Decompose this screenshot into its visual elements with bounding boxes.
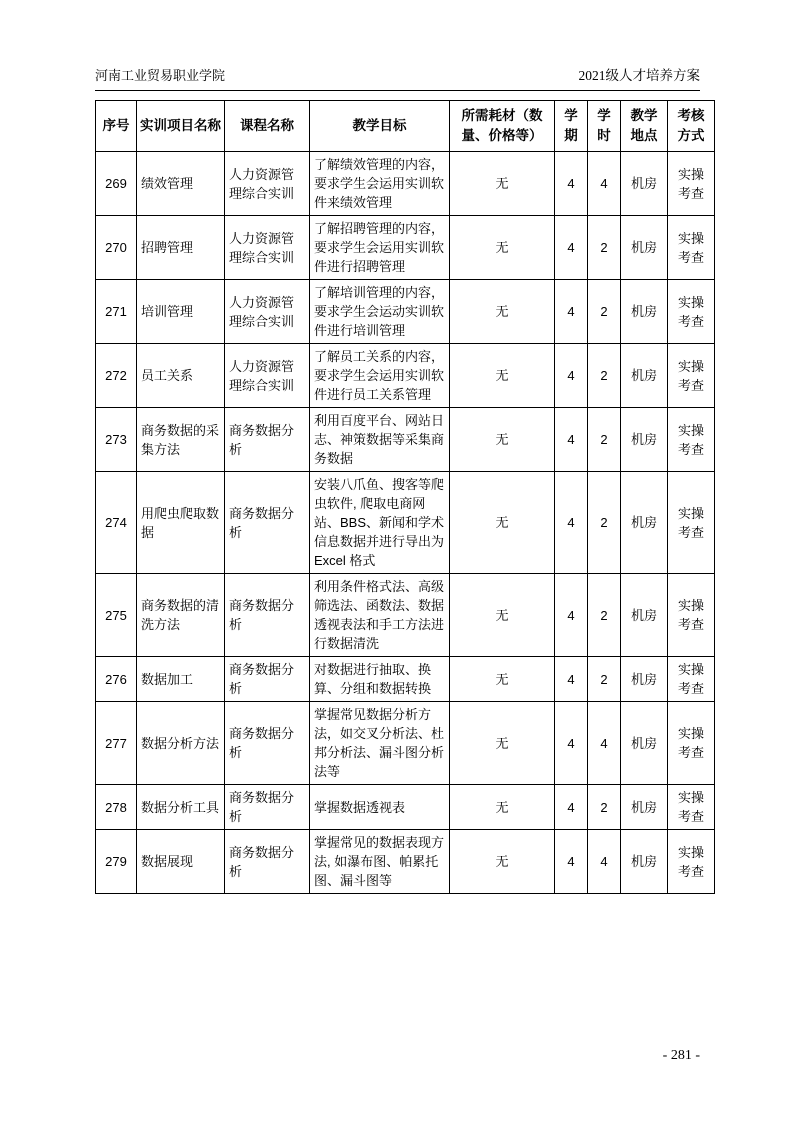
cell-place: 机房: [621, 280, 668, 344]
column-header-materials: 所需耗材（数量、价格等）: [450, 101, 555, 152]
cell-term: 4: [555, 152, 588, 216]
cell-teaching-goal: 对数据进行抽取、换算、分组和数据转换: [310, 657, 450, 702]
cell-materials: 无: [450, 472, 555, 574]
cell-hours: 4: [588, 830, 621, 894]
cell-hours: 2: [588, 344, 621, 408]
page-header: [95, 68, 700, 84]
cell-course-name: 人力资源管理综合实训: [225, 216, 310, 280]
cell-teaching-goal: 了解培训管理的内容，要求学生会运动实训软件进行培训管理: [310, 280, 450, 344]
cell-seq: 279: [96, 830, 137, 894]
cell-teaching-goal: 掌握数据透视表: [310, 785, 450, 830]
cell-hours: 4: [588, 152, 621, 216]
cell-project-name: 绩效管理: [137, 152, 225, 216]
cell-project-name: 数据分析方法: [137, 702, 225, 785]
cell-course-name: 商务数据分析: [225, 702, 310, 785]
cell-term: 4: [555, 280, 588, 344]
cell-term: 4: [555, 472, 588, 574]
cell-materials: 无: [450, 344, 555, 408]
cell-hours: 2: [588, 574, 621, 657]
cell-teaching-goal: 掌握常见的数据表现方法, 如瀑布图、帕累托图、漏斗图等: [310, 830, 450, 894]
table-row: [96, 152, 715, 216]
cell-materials: 无: [450, 280, 555, 344]
cell-course-name: 人力资源管理综合实训: [225, 152, 310, 216]
cell-materials: 无: [450, 152, 555, 216]
header-document-title: 2021级人才培养方案: [578, 68, 700, 83]
cell-teaching-goal: 安装八爪鱼、搜客等爬虫软件, 爬取电商网站、BBS、新闻和学术信息数据并进行导出为 Excel 格式: [310, 472, 450, 574]
cell-place: 机房: [621, 408, 668, 472]
cell-course-name: 人力资源管理综合实训: [225, 280, 310, 344]
cell-term: 4: [555, 344, 588, 408]
cell-project-name: 招聘管理: [137, 216, 225, 280]
cell-exam: 实操考查: [668, 574, 715, 657]
header-institution: 河南工业贸易职业学院: [95, 68, 226, 83]
cell-materials: 无: [450, 574, 555, 657]
cell-project-name: 商务数据的清洗方法: [137, 574, 225, 657]
cell-term: 4: [555, 657, 588, 702]
cell-exam: 实操考查: [668, 702, 715, 785]
page-number: - 281 -: [662, 1048, 700, 1063]
cell-course-name: 商务数据分析: [225, 785, 310, 830]
cell-seq: 271: [96, 280, 137, 344]
cell-seq: 277: [96, 702, 137, 785]
cell-course-name: 商务数据分析: [225, 472, 310, 574]
cell-place: 机房: [621, 785, 668, 830]
cell-seq: 270: [96, 216, 137, 280]
column-header-hours: 学时: [588, 101, 621, 152]
cell-exam: 实操考查: [668, 216, 715, 280]
cell-project-name: 培训管理: [137, 280, 225, 344]
cell-project-name: 用爬虫爬取数据: [137, 472, 225, 574]
cell-project-name: 商务数据的采集方法: [137, 408, 225, 472]
cell-course-name: 人力资源管理综合实训: [225, 344, 310, 408]
cell-hours: 2: [588, 472, 621, 574]
cell-exam: 实操考查: [668, 830, 715, 894]
cell-teaching-goal: 了解员工关系的内容，要求学生会运用实训软件进行员工关系管理: [310, 344, 450, 408]
cell-materials: 无: [450, 408, 555, 472]
cell-term: 4: [555, 574, 588, 657]
cell-hours: 2: [588, 280, 621, 344]
cell-term: 4: [555, 216, 588, 280]
cell-seq: 272: [96, 344, 137, 408]
cell-place: 机房: [621, 472, 668, 574]
cell-hours: 2: [588, 408, 621, 472]
cell-hours: 2: [588, 657, 621, 702]
cell-seq: 278: [96, 785, 137, 830]
table-row: [96, 830, 715, 894]
cell-project-name: 数据展现: [137, 830, 225, 894]
cell-seq: 275: [96, 574, 137, 657]
cell-seq: 276: [96, 657, 137, 702]
table-row: [96, 657, 715, 702]
cell-term: 4: [555, 408, 588, 472]
cell-course-name: 商务数据分析: [225, 830, 310, 894]
cell-term: 4: [555, 702, 588, 785]
header-divider: [95, 90, 700, 91]
cell-materials: 无: [450, 702, 555, 785]
cell-exam: 实操考查: [668, 472, 715, 574]
cell-place: 机房: [621, 344, 668, 408]
cell-seq: 274: [96, 472, 137, 574]
cell-seq: 269: [96, 152, 137, 216]
cell-exam: 实操考查: [668, 657, 715, 702]
cell-place: 机房: [621, 830, 668, 894]
cell-materials: 无: [450, 785, 555, 830]
training-projects-table: [95, 100, 715, 894]
cell-course-name: 商务数据分析: [225, 408, 310, 472]
cell-hours: 2: [588, 216, 621, 280]
cell-term: 4: [555, 785, 588, 830]
cell-place: 机房: [621, 152, 668, 216]
table-row: [96, 280, 715, 344]
cell-exam: 实操考查: [668, 280, 715, 344]
column-header-place: 教学地点: [621, 101, 668, 152]
cell-exam: 实操考查: [668, 408, 715, 472]
cell-exam: 实操考查: [668, 344, 715, 408]
table-header-row: [96, 101, 715, 152]
table-row: [96, 785, 715, 830]
table-row: [96, 344, 715, 408]
cell-place: 机房: [621, 574, 668, 657]
table-row: [96, 574, 715, 657]
page-footer: [95, 1048, 700, 1064]
cell-course-name: 商务数据分析: [225, 574, 310, 657]
column-header-seq: 序号: [96, 101, 137, 152]
table-row: [96, 472, 715, 574]
cell-course-name: 商务数据分析: [225, 657, 310, 702]
cell-term: 4: [555, 830, 588, 894]
column-header-course-name: 课程名称: [225, 101, 310, 152]
table-row: [96, 216, 715, 280]
cell-seq: 273: [96, 408, 137, 472]
cell-project-name: 数据加工: [137, 657, 225, 702]
cell-place: 机房: [621, 657, 668, 702]
cell-project-name: 员工关系: [137, 344, 225, 408]
cell-teaching-goal: 利用百度平台、网站日志、神策数据等采集商务数据: [310, 408, 450, 472]
cell-teaching-goal: 了解绩效管理的内容，要求学生会运用实训软件来绩效管理: [310, 152, 450, 216]
column-header-exam: 考核方式: [668, 101, 715, 152]
cell-project-name: 数据分析工具: [137, 785, 225, 830]
cell-exam: 实操考查: [668, 152, 715, 216]
cell-teaching-goal: 了解招聘管理的内容，要求学生会运用实训软件进行招聘管理: [310, 216, 450, 280]
cell-hours: 4: [588, 702, 621, 785]
cell-teaching-goal: 利用条件格式法、高级筛选法、函数法、数据透视表法和手工方法进行数据清洗: [310, 574, 450, 657]
column-header-term: 学期: [555, 101, 588, 152]
column-header-teaching-goal: 教学目标: [310, 101, 450, 152]
cell-exam: 实操考查: [668, 785, 715, 830]
cell-teaching-goal: 掌握常见数据分析方法，如交叉分析法、杜邦分析法、漏斗图分析法等: [310, 702, 450, 785]
table-row: [96, 702, 715, 785]
table-row: [96, 408, 715, 472]
cell-materials: 无: [450, 830, 555, 894]
cell-materials: 无: [450, 216, 555, 280]
column-header-project-name: 实训项目名称: [137, 101, 225, 152]
cell-place: 机房: [621, 702, 668, 785]
cell-materials: 无: [450, 657, 555, 702]
cell-place: 机房: [621, 216, 668, 280]
cell-hours: 2: [588, 785, 621, 830]
